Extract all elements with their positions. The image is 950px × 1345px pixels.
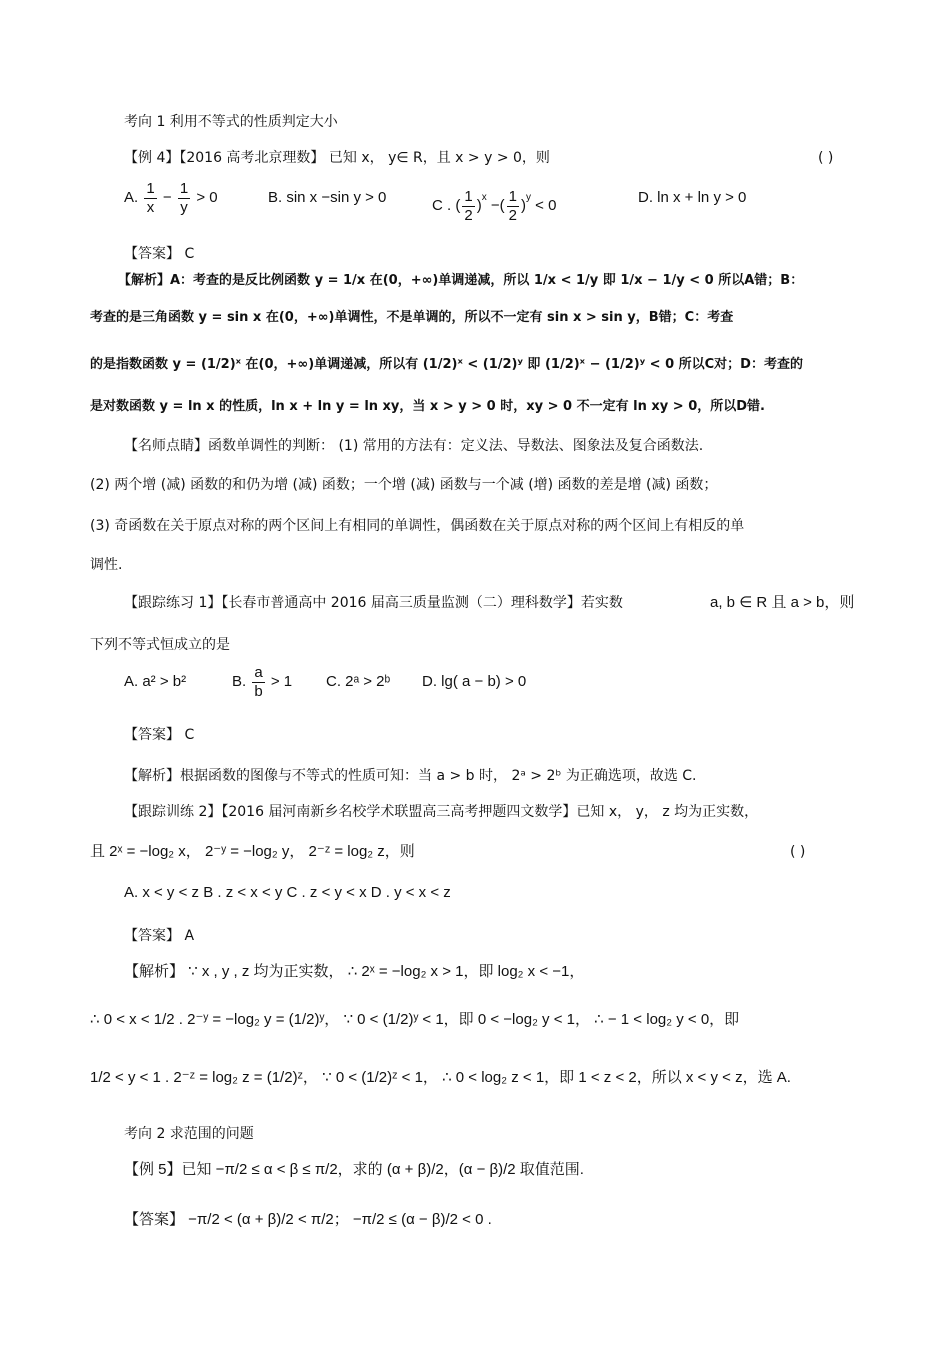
practice-2-analysis-line-1: 【解析】 ∵ x , y , z 均为正实数， ∴ 2ˣ = −log₂ x > 1，即 log₂ x < −1， (124, 963, 585, 980)
example-5-stem: 【例 5】已知 −π/2 ≤ α < β ≤ π/2，求的 (α + β)/2，(α − β)/2 取值范围. (124, 1161, 584, 1178)
practice-1-option-c: C. 2ᵃ > 2ᵇ (326, 673, 391, 690)
practice-1-option-b: B. $\frac{a}{b}$ > 1 (232, 663, 293, 700)
example-4-analysis-line-4: 是对数函数 y = ln x 的性质，ln x + ln y = ln xy，当 x > y > 0 时，xy > 0 不一定有 ln xy > 0，所以D错. (90, 399, 765, 414)
section-heading-1: 考向 1 利用不等式的性质判定大小 (124, 114, 338, 130)
fraction: $\frac{1}{2}$ (464, 187, 473, 224)
practice-2-analysis-line-3: 1/2 < y < 1 . 2⁻ᶻ = log₂ z = (1/2)ᶻ， ∵ 0 < (1/2)ᶻ < 1， ∴ 0 < log₂ z < 1，即 1 < z < 2，所以 x < y < z，选 A. (90, 1069, 791, 1086)
practice-2-stem-line-2: 且 2ˣ = −log₂ x， 2⁻ʸ = −log₂ y， 2⁻ᶻ = log₂ z，则 (90, 843, 415, 860)
practice-1-answer: 【答案】 C (124, 727, 195, 743)
example-4-analysis-line-3: 的是指数函数 y = (1/2)ˣ 在(0，+∞)单调递减，所以有 (1/2)ˣ < (1/2)ʸ 即 (1/2)ˣ − (1/2)ʸ < 0 所以C对；D：考查的 (90, 357, 803, 372)
practice-2-options: A. x < y < z B . z < x < y C . z < y < x D . y < x < z (124, 884, 451, 901)
practice-1-analysis: 【解析】根据函数的图像与不等式的性质可知：当 a > b 时， 2ᵃ > 2ᵇ 为正确选项，故选 C. (124, 768, 697, 784)
practice-2-analysis-line-2: ∴ 0 < x < 1/2 . 2⁻ʸ = −log₂ y = (1/2)ʸ， ∵ 0 < (1/2)ʸ < 1，即 0 < −log₂ y < 1， ∴ − 1 < log₂ y < 0，即 (90, 1011, 740, 1028)
tips-line-3: (3) 奇函数在关于原点对称的两个区间上有相同的单调性，偶函数在关于原点对称的两个区间上有相反的单 (90, 518, 745, 534)
practice-1-stem-line-2: 下列不等式恒成立的是 (90, 637, 230, 653)
example-5-answer: 【答案】 −π/2 < (α + β)/2 < π/2； −π/2 ≤ (α − β)/2 < 0 . (124, 1211, 492, 1228)
option-a: A. $\frac{1}{x}$ − $\frac{1}{y}$ > 0 (124, 179, 218, 216)
option-c: C . ( $\frac{1}{2}$ )$^x$ −( $\frac{1}{2}$ )$^y$ < 0 (432, 187, 557, 224)
practice-2-stem: 【跟踪训练 2】【2016 届河南新乡名校学术联盟高三高考押题四文数学】已知 x， y， z 均为正实数， (124, 804, 759, 820)
practice-1-stem-math: a, b ∈ R 且 a > b，则 (710, 594, 855, 611)
fraction: $\frac{a}{b}$ (254, 663, 263, 700)
option-d: D. ln x + ln y > 0 (638, 189, 747, 206)
answer-bracket: ( ) (790, 844, 806, 860)
practice-2-answer: 【答案】 A (124, 928, 195, 944)
tips-line-4: 调性. (90, 557, 123, 573)
example-4-analysis-line-1: 【解析】A：考查的是反比例函数 y = 1/x 在(0，+∞)单调递减，所以 1/x < 1/y 即 1/x − 1/y < 0 所以A错；B： (118, 273, 804, 288)
example-4-analysis-line-2: 考查的是三角函数 y = sin x 在(0，+∞)单调性，不是单调的，所以不一定有 sin x > sin y，B错；C：考查 (90, 310, 734, 325)
practice-1-option-d: D. lg( a − b) > 0 (422, 673, 527, 690)
section-heading-2: 考向 2 求范围的问题 (124, 1126, 254, 1142)
answer-bracket: ( ) (818, 150, 834, 166)
fraction: $\frac{1}{y}$ (179, 179, 189, 216)
practice-1-stem: 【跟踪练习 1】【长春市普通高中 2016 届高三质量监测（二）理科数学】若实数 (124, 595, 623, 611)
fraction: $\frac{1}{x}$ (146, 179, 155, 216)
option-b: B. sin x −sin y > 0 (268, 189, 387, 206)
tips-line-2: (2) 两个增 (减) 函数的和仍为增 (减) 函数；一个增 (减) 函数与一个减 (增) 函数的差是增 (减) 函数； (90, 477, 718, 493)
practice-1-option-a: A. a² > b² (124, 673, 187, 690)
example-4-stem: 【例 4】【2016 高考北京理数】 已知 x， y∈ R，且 x > y > 0，则 (124, 150, 550, 166)
example-4-answer: 【答案】 C (124, 246, 195, 262)
fraction: $\frac{1}{2}$ (508, 187, 517, 224)
tips-line-1: 【名师点睛】函数单调性的判断： (1) 常用的方法有：定义法、导数法、图象法及复合函数法. (124, 438, 704, 454)
